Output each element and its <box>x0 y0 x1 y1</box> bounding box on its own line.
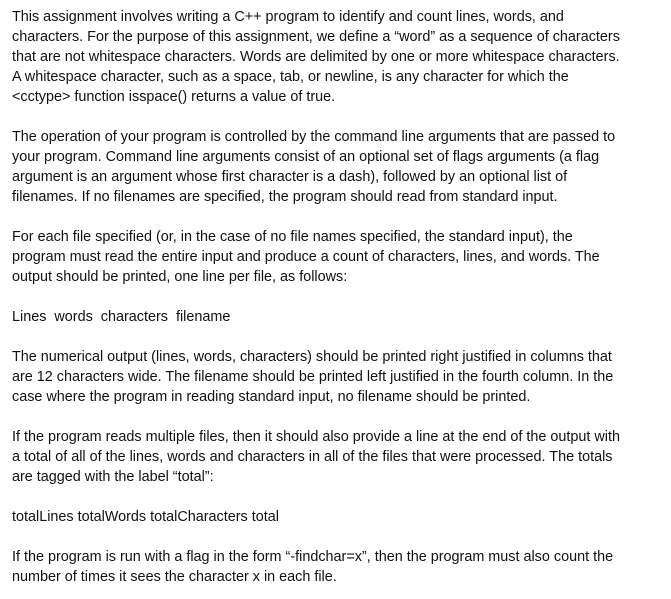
totals-format-line: totalLines totalWords totalCharacters total <box>12 509 279 525</box>
paragraph-spacer <box>12 327 662 347</box>
paragraph-intro: This assignment involves writing a C++ program to identify and count lines, words, and characters. For the purpose of this assignment, we define a “word” as a sequence of characters that are not whitespace characters. Words are delimited by one or more whitespace characters. A whitespace character, such as a space, tab, or newline, is any character for which the <cctype> function isspace() returns a value of true. <box>12 9 620 105</box>
paragraph-spacer <box>12 407 662 427</box>
paragraph-spacer <box>12 207 662 227</box>
paragraph-spacer <box>12 527 662 547</box>
paragraph-justification: The numerical output (lines, words, characters) should be printed right justified in columns that are 12 characters wide. The filename should be printed left justified in the fourth column. In the case where the program in reading standard input, no filename should be printed. <box>12 349 614 405</box>
paragraph-command-line: The operation of your program is controlled by the command line arguments that are passed to your program. Command line arguments consist of an optional set of flags arguments (a flag argument is an argument whose first character is a dash), followed by an optional list of filenames. If no filenames are specified, the program should read from standard input. <box>12 129 616 205</box>
output-format-line: Lines words characters filename <box>12 309 231 325</box>
paragraph-spacer <box>12 487 662 507</box>
assignment-document <box>12 7 662 587</box>
paragraph-totals: If the program reads multiple files, then it should also provide a line at the end of the output with a total of all of the lines, words and characters in all of the files that were processed. The totals are tagged with the label “total”: <box>12 429 620 485</box>
paragraph-spacer <box>12 107 662 127</box>
paragraph-spacer <box>12 287 662 307</box>
paragraph-findchar-flag: If the program is run with a flag in the form “-findchar=x”, then the program must also count the number of times it sees the character x in each file. <box>12 549 614 585</box>
paragraph-per-file-output: For each file specified (or, in the case of no file names specified, the standard input), the program must read the entire input and produce a count of characters, lines, and words. The output should be printed, one line per file, as follows: <box>12 229 600 285</box>
